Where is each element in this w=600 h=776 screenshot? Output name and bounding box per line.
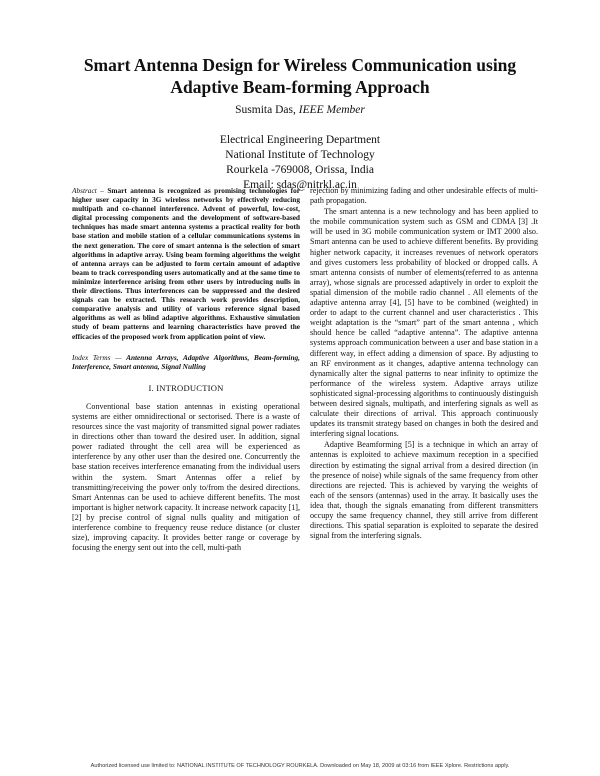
title-line-1: Smart Antenna Design for Wireless Communication using xyxy=(83,55,517,75)
download-footer: Authorized licensed use limited to: NATIONAL INSTITUTE OF TECHNOLOGY ROURKELA. Downloaded on May 18, 2009 at 03:16 from IEEE Xplore. Restrictions apply. xyxy=(90,763,510,769)
abstract xyxy=(72,186,300,341)
author-line xyxy=(0,104,600,116)
index-terms-label: Index Terms — xyxy=(72,352,122,362)
affiliation-institute: National Institute of Technology xyxy=(225,149,375,161)
index-terms xyxy=(72,353,300,371)
intro-paragraph-2: The smart antenna is a new technology and has been applied to the mobile communication system such as GSM and CDMA [3] .It will be used in 3G mobile communication system or IMT 2000 also. Smart antenna can be used to achieve different benefits. By providing higher network capacity, it increases revenues of network operators and gives customers less probability of blocked or dropped calls. A smart antenna consists of number of elements(referred to as antenna array), whose signals are processed adaptively in order to exploit the spatial dimension of the mobile radio channel . All elements of the adaptive antenna array [4], [5] have to be combined (weighted) in order to adapt to the current channel and user characteristics . This weight adaptation is the “smart” part of the smart antenna , which should hence be called “adaptive antenna”. The adaptive antenna systems approach communication between a user and base station in a different way, in effect adding a dimension of space. By adjusting to an RF environment as it changes, adaptive antenna technology can dynamically alter the signal patterns to near infinity to optimize the performance of the wireless system. Adaptive arrays utilize sophisticated signal-processing algorithms to continuously distinguish between desired signals, multipath, and interfering signals as well as calculate their directions of arrival. This approach continuously updates its transmit strategy based on changes in both the desired and interfering signal locations. xyxy=(310,207,538,439)
title-line-2: Adaptive Beam-forming Approach xyxy=(170,77,430,97)
paper-title xyxy=(40,54,560,98)
left-column xyxy=(72,186,300,553)
intro-paragraph-1: Conventional base station antennas in existing operational systems are either omnidirectional or sectorised. There is a waste of resources since the vast majority of transmitted signal power radiates in directions other than toward the desired user. In addition, signal power radiated throught the cell area will be experienced as interference by any other user than the desired one. Concurrently the base station receives interference emanating from the individual users within the system. Smart Antennas offer a relief by transmitting/receiving the power only to/from the desired directions. Smart Antennas can be used to achieve different benefits. The most important is higher network capacity. It increase network capacity [1],[2] by precise control of signal nulls quality and mitigation of interference combine to frequency reuse reduce distance (or cluster size), improving capacity. It provides better range or coverage by focusing the energy sent out into the cell, multi-path xyxy=(72,401,300,553)
section-heading-introduction: I. INTRODUCTION xyxy=(148,382,224,393)
affiliation-email: Email: sdas@nitrkl.ac.in xyxy=(243,179,357,191)
index-terms-text: Antenna Arrays, Adaptive Algorithms, Beam-forming, Interference, Smart antenna, Signal Nulling xyxy=(72,352,300,371)
author-membership: IEEE Member xyxy=(298,104,365,116)
affiliation-department: Electrical Engineering Department xyxy=(219,134,381,146)
affiliation-address: Rourkela -769008, Orissa, India xyxy=(226,164,374,176)
affiliation-block xyxy=(0,133,600,193)
right-column xyxy=(310,186,538,541)
author-name: Susmita Das, xyxy=(235,104,299,116)
intro-paragraph-3: Adaptive Beamforming [5] is a technique in which an array of antennas is exploited to achieve maximum reception in a specified direction by estimating the signal arrival from a desired direction (in the presence of noise) while signals of the same frequency from other directions are rejected. This is achieved by varying the weights of each of the sensors (antennas) used in the array. It basically uses the idea that, though the signals emanating from different transmitters occupy the same frequency channel, they still arrive from different directions. This spatial separation is exploited to separate the desired signal from the interfering signals. xyxy=(310,440,538,541)
intro-paragraph-continued: rejection by minimizing fading and other undesirable effects of multi-path propagation. xyxy=(310,186,538,206)
abstract-label: Abstract – xyxy=(72,186,104,195)
abstract-text: Smart antenna is recognized as promising technologies for higher user capacity in 3G wireless networks by effectively reducing multipath and co-channel interference. Advent of powerful, low-cost, digital processing components and the development of software-based techniques has made smart antenna systems a practical reality for both base station and mobile station of a cellular communications systems in the next generation. The core of smart antenna is the selection of smart algorithms in adaptive array. Using beam forming algorithms the weight of antenna arrays can be adjusted to form certain amount of adaptive beam to track corresponding users automatically and at the same time to minimize interference arising from other users by introducing nulls in their directions. Thus interferences can be suppressed and the desired signals can be extracted. This research work provides description, comparative analysis and utility of various reference signal based algorithms as well as blind adaptive algorithms. Exhaustive simulation study of beam patterns and learning characteristics have proved the efficacies of the proposed work from application point of view. xyxy=(72,186,300,341)
